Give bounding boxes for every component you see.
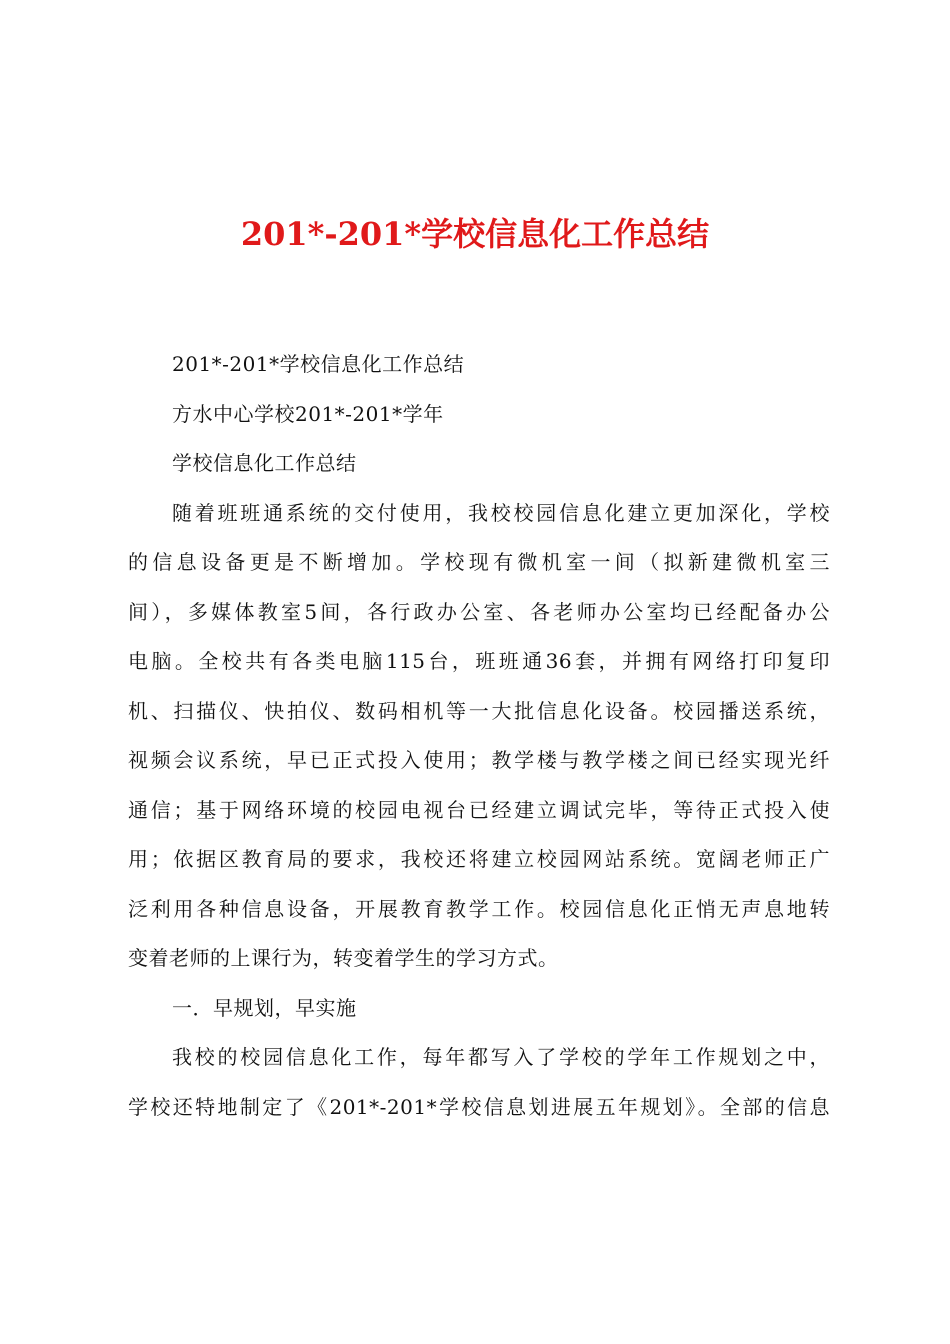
document-title: 201*-201*学校信息化工作总结 bbox=[240, 215, 710, 253]
text-line: 间），多媒体教室5间，各行政办公室、各老师办公室均已经配备办公 bbox=[128, 599, 830, 624]
text-line: 用；依据区教育局的要求，我校还将建立校园网站系统。宽阔老师正广 bbox=[128, 847, 830, 871]
text-line: 变着老师的上课行为，转变着学生的学习方式。 bbox=[128, 946, 559, 970]
section-heading: 一．早规划，早实施 bbox=[172, 995, 357, 1020]
text-line: 学校信息化工作总结 bbox=[172, 451, 357, 475]
text-line: 我校的校园信息化工作，每年都写入了学校的学年工作规划之中， bbox=[172, 1045, 830, 1069]
text-line: 的信息设备更是不断增加。学校现有微机室一间（拟新建微机室三 bbox=[128, 550, 830, 574]
text-line: 学校还特地制定了《201*-201*学校信息划进展五年规划》。全部的信息 bbox=[128, 1094, 830, 1119]
text-line: 视频会议系统，早已正式投入使用；教学楼与教学楼之间已经实现光纤 bbox=[128, 748, 830, 772]
text-line: 方水中心学校201*-201*学年 bbox=[172, 401, 444, 426]
text-line: 201*-201*学校信息化工作总结 bbox=[172, 352, 465, 376]
text-line: 电脑。全校共有各类电脑115台，班班通36套，并拥有网络打印复印 bbox=[128, 649, 830, 673]
text-line: 机、扫描仪、快拍仪、数码相机等一大批信息化设备。校园播送系统， bbox=[128, 698, 830, 723]
text-line: 泛利用各种信息设备，开展教育教学工作。校园信息化正悄无声息地转 bbox=[128, 896, 830, 921]
document-body bbox=[128, 340, 830, 1132]
text-line: 通信；基于网络环境的校园电视台已经建立调试完毕，等待正式投入使 bbox=[128, 797, 830, 822]
text-line: 随着班班通系统的交付使用，我校校园信息化建立更加深化，学校 bbox=[172, 500, 830, 525]
